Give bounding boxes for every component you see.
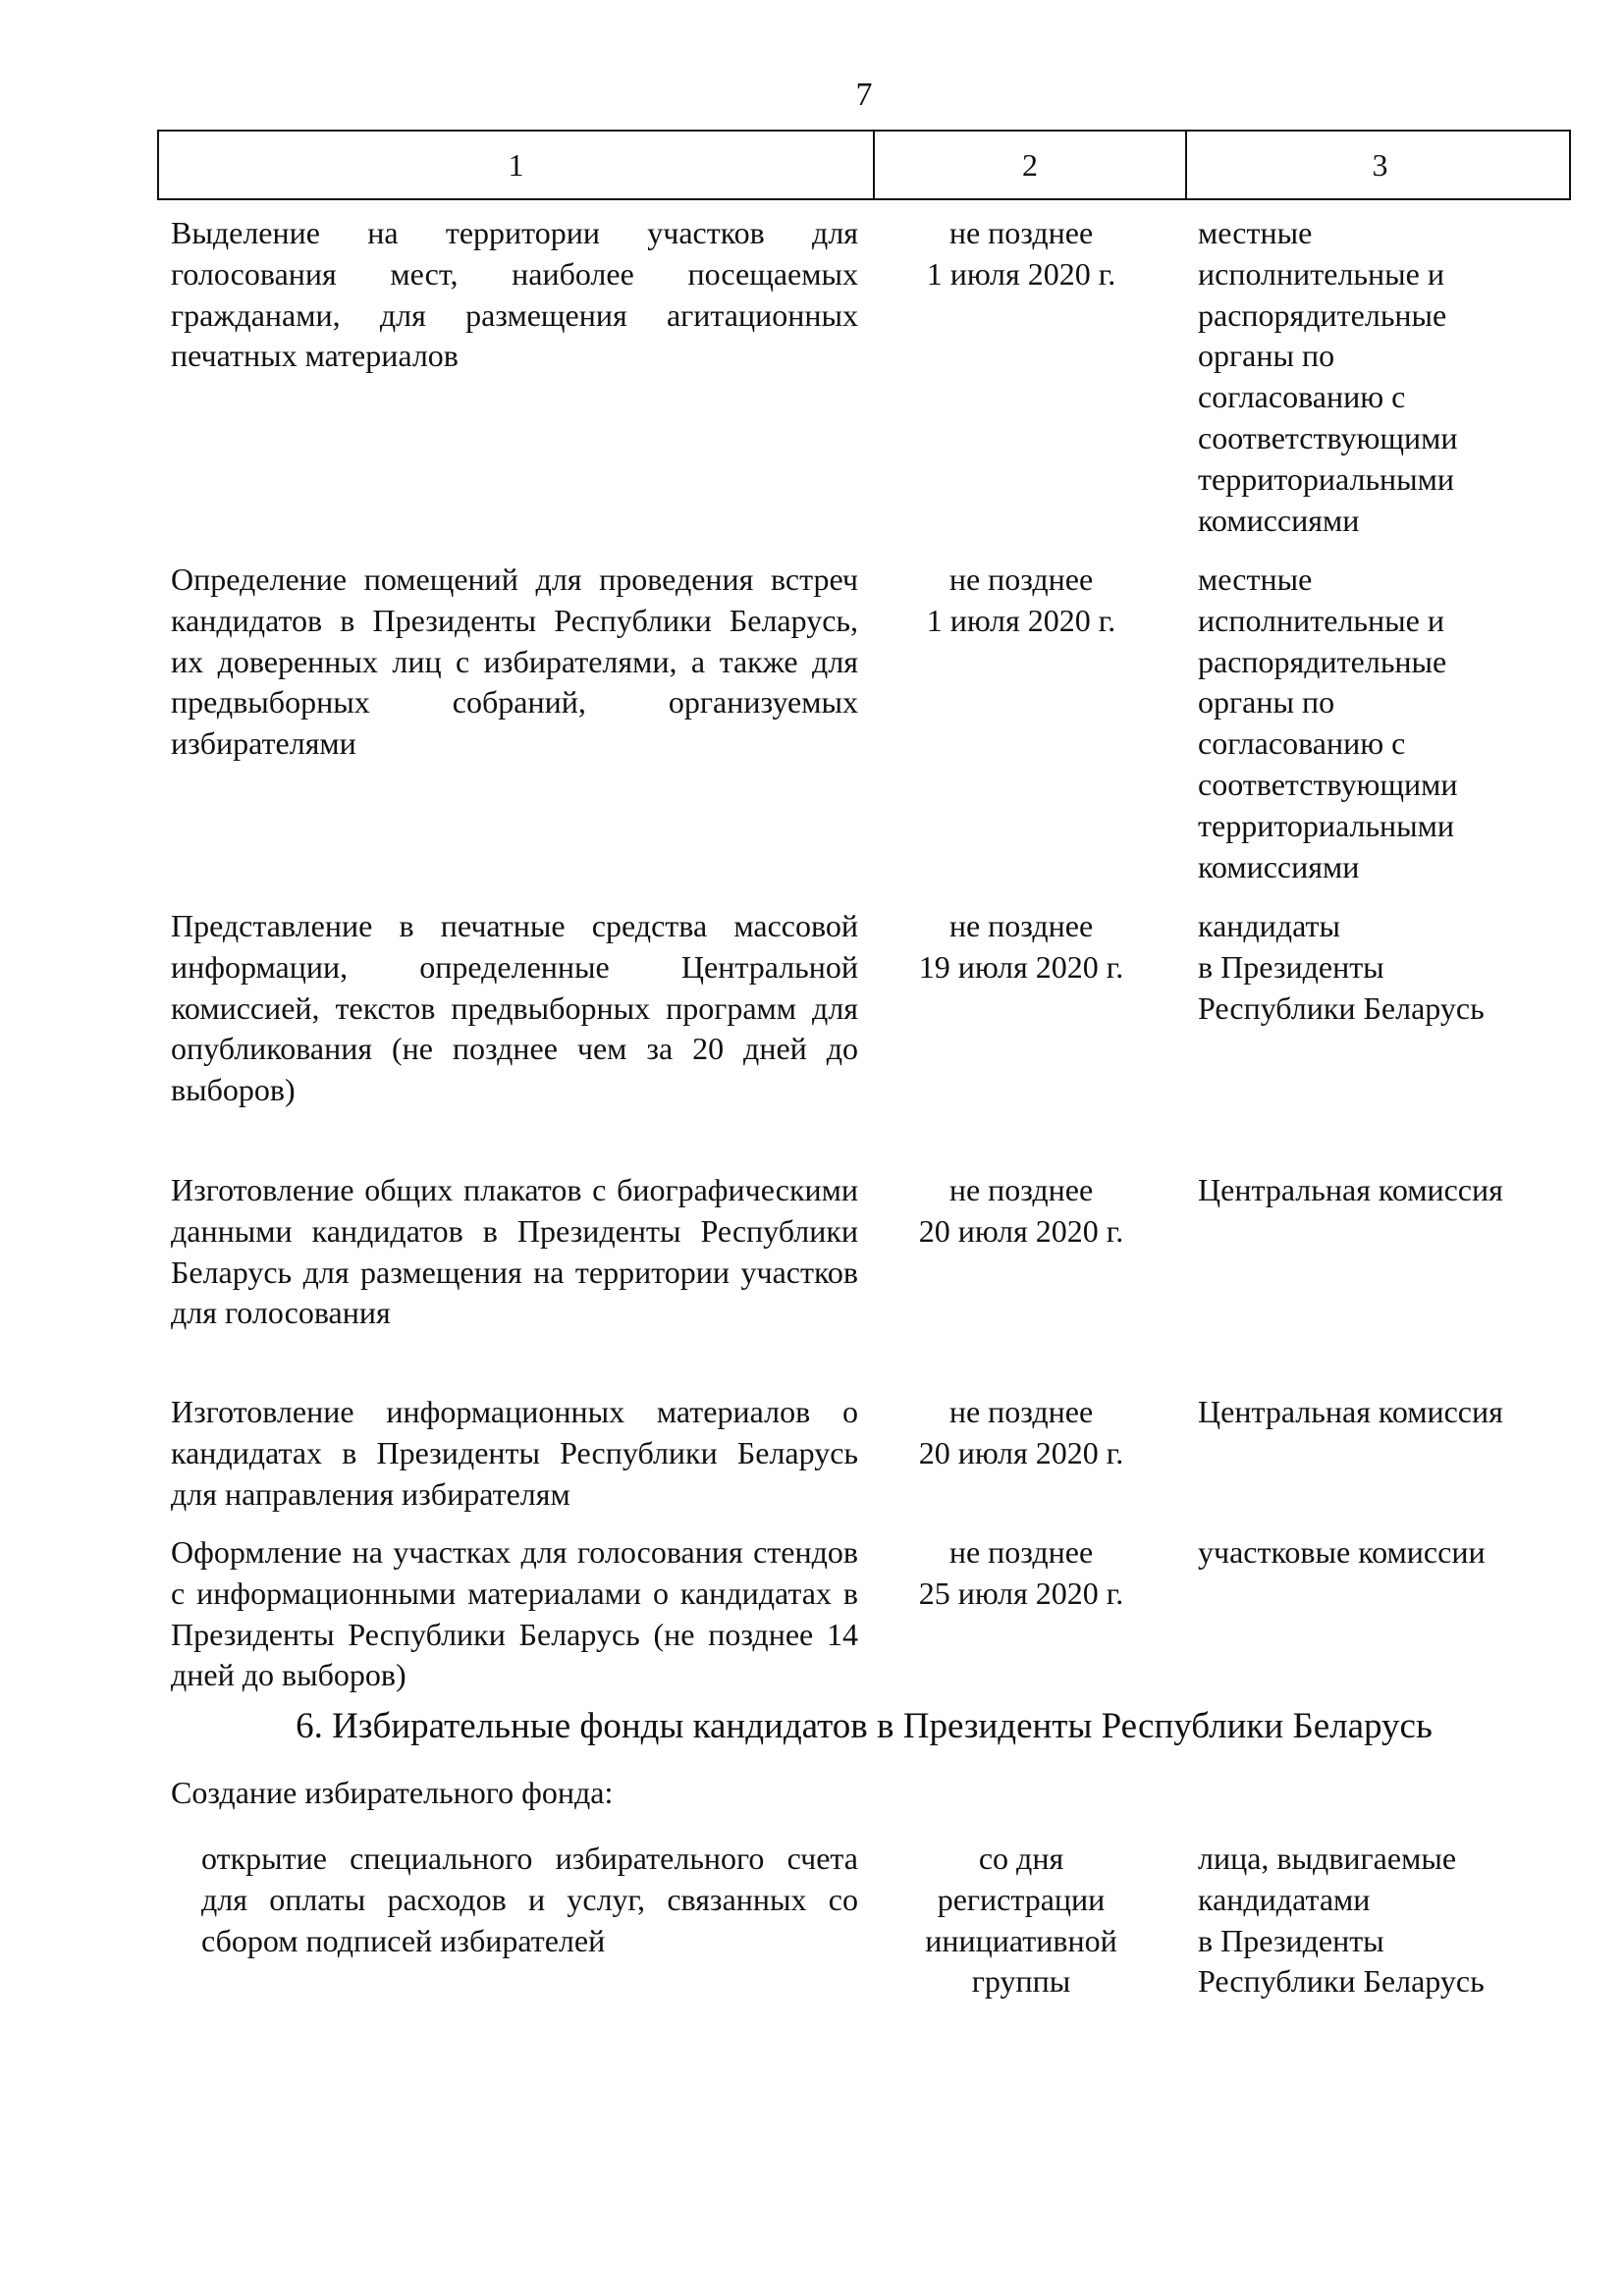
section-intro: Создание избирательного фонда:	[171, 1775, 614, 1810]
row-deadline: не позднее 1 июля 2020 г.	[926, 215, 1116, 292]
header-cell-3: 3	[1185, 132, 1573, 198]
row-deadline: не позднее 19 июля 2020 г.	[918, 908, 1124, 985]
row-event: Представление в печатные средства массовой информации, определенные Центральной комиссией, текстов предвыборных программ для опубликования (не позднее чем за 20 дней до выборов)	[171, 908, 858, 1108]
page-number: 7	[855, 77, 873, 113]
row-deadline: не позднее 20 июля 2020 г.	[918, 1394, 1124, 1470]
row-deadline: не позднее 1 июля 2020 г.	[926, 561, 1116, 638]
row-responsible: кандидаты в Президенты Республики Беларусь	[1198, 908, 1485, 1026]
row-event: Выделение на территории участков для голосования мест, наиболее посещаемых гражданами, для размещения агитационных печатных материалов	[171, 215, 858, 374]
row-event: Изготовление информационных материалов о кандидатах в Президенты Республики Беларусь для направления избирателям	[171, 1394, 858, 1512]
row-responsible: участковые комиссии	[1198, 1534, 1486, 1570]
row-deadline: со дня регистрации инициативной группы	[925, 1841, 1117, 2000]
row-deadline: не позднее 25 июля 2020 г.	[918, 1534, 1124, 1611]
row-event: Оформление на участках для голосования стендов с информационными материалами о кандидатах в Президенты Республики Беларусь (не позднее 14 дней до выборов)	[171, 1534, 858, 1693]
header-cell-2: 2	[873, 132, 1185, 198]
row-responsible: местные исполнительные и распорядительные органы по согласованию с соответствующими территориальными комиссиями	[1198, 215, 1458, 538]
row-responsible: лица, выдвигаемые кандидатами в Президенты Республики Беларусь	[1198, 1841, 1485, 2000]
section-heading: 6. Избирательные фонды кандидатов в Президенты Республики Беларусь	[296, 1706, 1433, 1746]
header-cell-1: 1	[508, 146, 524, 183]
row-event: Изготовление общих плакатов с биографическими данными кандидатов в Президенты Республики Беларусь для размещения на территории участков для голосования	[171, 1172, 858, 1331]
row-event: Определение помещений для проведения встреч кандидатов в Президенты Республики Беларусь, их доверенных лиц с избирателями, а также для предвыборных собраний, организуемых избирателями	[171, 561, 858, 762]
row-deadline: не позднее 20 июля 2020 г.	[918, 1172, 1124, 1249]
table-header	[157, 130, 1571, 200]
row-responsible: Центральная комиссия	[1198, 1172, 1503, 1207]
row-responsible: Центральная комиссия	[1198, 1394, 1503, 1429]
row-responsible: местные исполнительные и распорядительные органы по согласованию с соответствующими территориальными комиссиями	[1198, 561, 1458, 884]
row-event: открытие специального избирательного счета для оплаты расходов и услуг, связанных со сбором подписей избирателей	[201, 1841, 858, 1958]
